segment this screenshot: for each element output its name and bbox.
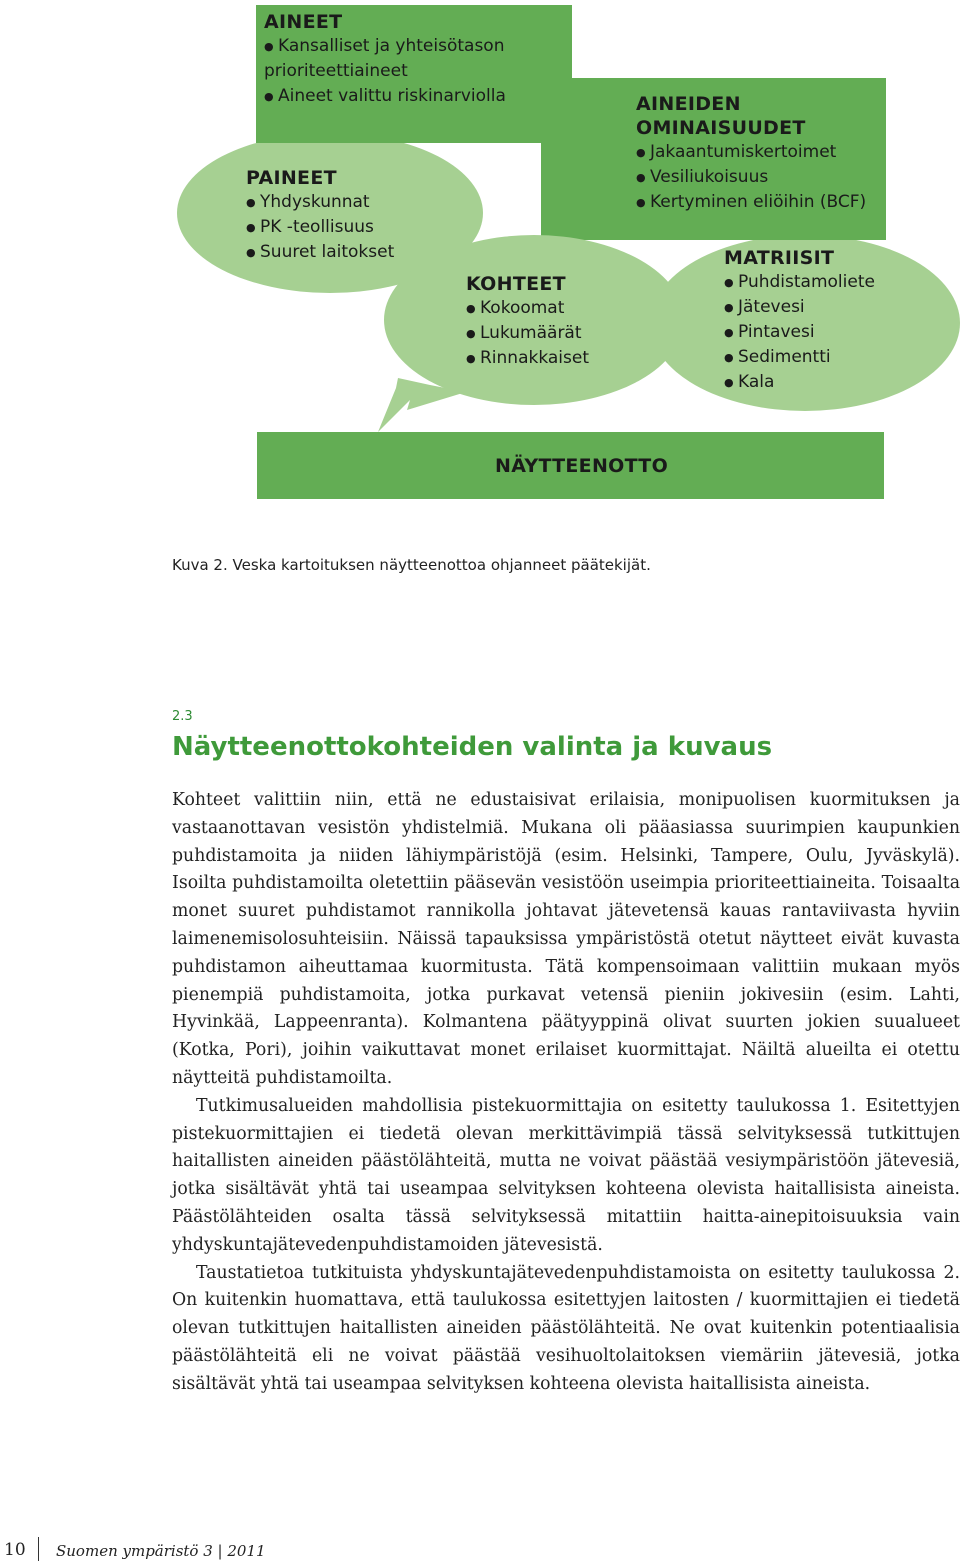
ominaisuudet-item: ● Kertyminen eliöihin (BCF) <box>636 190 866 215</box>
page-number: 10 <box>4 1540 26 1560</box>
paragraph: Taustatietoa tutkituista yhdyskuntajätevedenpuhdistamoista on esitetty taulukossa 2. On kuitenkin huomattava, että taulukossa esitettyjen laitosten / kuormittajien ei tiedetä olevan tutkittujen haitallisten aineiden päästölähteitä. Ne ovat kuitenkin potentiaalisia päästölähteitä eli ne voivat päästää vesihuoltolaitoksen viemäriin jätevesiä, jotka sisältävät yhtä tai useampaa selvityksen kohteena olevista haitallisista aineista. <box>172 1262 960 1394</box>
ominaisuudet-text <box>636 92 866 215</box>
matriisit-item: ● Kala <box>724 370 875 395</box>
kohteet-text <box>466 272 589 371</box>
matriisit-title: MATRIISIT <box>724 247 835 269</box>
paineet-item: ● PK -teollisuus <box>246 215 394 240</box>
kohteet-item: ● Rinnakkaiset <box>466 346 589 371</box>
aineet-item: ● Aineet valittu riskinarviolla <box>264 84 506 109</box>
ominaisuudet-item: ● Vesiliukoisuus <box>636 165 866 190</box>
paragraph: Kohteet valittiin niin, että ne edustaisivat erilaisia, monipuolisen kuormituksen ja vastaanottavan vesistön yhdistelmiä. Mukana oli pääasiassa suurimpien kaupunkien puhdistamoita ja niiden lähiympäristöjä (esim. Helsinki, Tampere, Oulu, Jyväskylä). Isoilta puhdistamoilta oletettiin pääsevän vesistöön useimpia prioriteettiaineita. Toisaalta monet suuret puhdistamot rannikolla johtavat jätevetensä kauas rantaviivasta hyviin laimenemisolosuhteisiin. Näissä tapauksissa ympäristöstä otetut näytteet eivät kuvasta puhdistamon aiheuttamaa kuormitusta. Tätä kompensoimaan valittiin mukaan myös pienempiä puhdistamoita, jotka purkavat vetensä pieniin jokivesiin (esim. Lahti, Hyvinkää, Lappeenranta). Kolmantena päätyyppinä olivat suurten jokien suualueet (Kotka, Pori), joihin vaikuttavat monet erilaiset kuormittajat. Näiltä alueilta ei otettu näytteitä puhdistamoilta. <box>172 790 960 1088</box>
paineet-text <box>246 166 394 265</box>
factor-diagram <box>0 0 960 510</box>
aineet-title: AINEET <box>264 11 343 33</box>
ominaisuudet-title-2: OMINAISUUDET <box>636 117 806 139</box>
matriisit-item: ● Pintavesi <box>724 320 875 345</box>
aineet-item: prioriteettiaineet <box>264 61 408 81</box>
kohteet-item: ● Kokoomat <box>466 296 589 321</box>
naytteenotto-title: NÄYTTEENOTTO <box>495 455 669 477</box>
paineet-title: PAINEET <box>246 167 337 189</box>
matriisit-item: ● Sedimentti <box>724 345 875 370</box>
naytteenotto-text <box>495 454 668 478</box>
matriisit-item: ● Puhdistamoliete <box>724 270 875 295</box>
paineet-item: ● Suuret laitokset <box>246 240 394 265</box>
body-text <box>172 787 960 1399</box>
ominaisuudet-title-1: AINEIDEN <box>636 93 741 115</box>
figure-caption: Kuva 2. Veska kartoituksen näytteenottoa ohjanneet päätekijät. <box>172 556 651 574</box>
footer-divider <box>38 1537 39 1561</box>
section-number: 2.3 <box>172 709 193 724</box>
aineet-text <box>264 10 506 109</box>
aineet-item: ● Kansalliset ja yhteisötason <box>264 34 506 59</box>
matriisit-item: ● Jätevesi <box>724 295 875 320</box>
matriisit-text <box>724 246 875 395</box>
kohteet-title: KOHTEET <box>466 273 566 295</box>
section-title: Näytteenottokohteiden valinta ja kuvaus <box>172 732 773 762</box>
paragraph: Tutkimusalueiden mahdollisia pistekuormittajia on esitetty taulukossa 1. Esitettyjen pistekuormittajien ei tiedetä olevan merkittävimpiä tässä selvityksessä tutkittujen haitallisten aineiden päästölähteitä, mutta ne voivat päästää vesiympäristöön jätevesiä, jotka sisältävät yhtä tai useampaa selvityksen kohteena olevista haitallisista aineista. Päästölähteiden osalta tässä selvityksessä mitattiin haitta-ainepitoisuuksia vain yhdyskuntajätevedenpuhdistamoiden jätevesistä. <box>172 1095 960 1255</box>
ominaisuudet-item: ● Jakaantumiskertoimet <box>636 140 866 165</box>
paineet-item: ● Yhdyskunnat <box>246 190 394 215</box>
publication-info: Suomen ympäristö 3 | 2011 <box>56 1542 266 1560</box>
kohteet-item: ● Lukumäärät <box>466 321 589 346</box>
